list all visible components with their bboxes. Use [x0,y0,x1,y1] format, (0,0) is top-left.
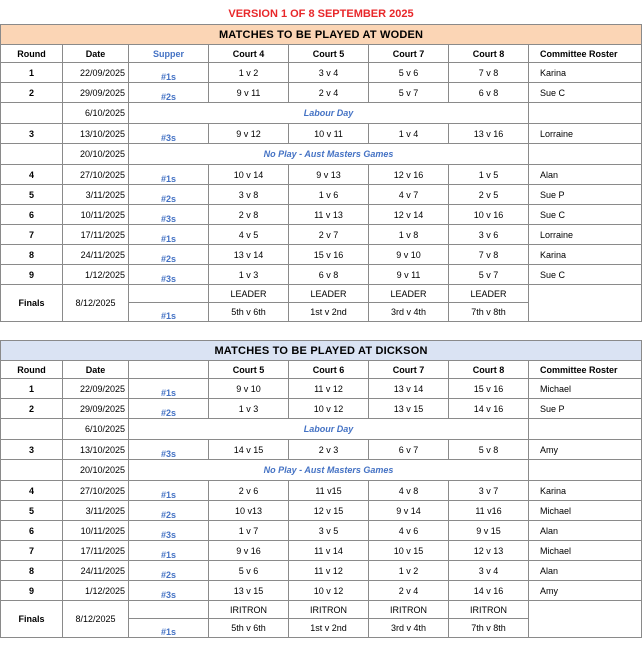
match-cell: 11 v15 [289,481,369,501]
roster-cell: Michael [529,541,642,561]
table-row [1,185,642,205]
round-cell: 4 [1,481,63,501]
table-row [1,481,642,501]
match-cell: 10 v 14 [209,165,289,185]
finals-match-cell: 7th v 8th [449,303,529,322]
match-cell: 11 v 13 [289,205,369,225]
supper-cell: #2s [129,399,209,419]
date-cell: 13/10/2025 [63,124,129,144]
round-cell: 4 [1,165,63,185]
round-cell: 8 [1,245,63,265]
finals-match-cell: 3rd v 4th [369,619,449,638]
date-cell: 24/11/2025 [63,245,129,265]
match-cell: 1 v 5 [449,165,529,185]
supper-cell: #1s [129,63,209,83]
round-cell: 1 [1,63,63,83]
match-cell: 9 v 12 [209,124,289,144]
roster-cell: Sue P [529,399,642,419]
no-play-row [1,103,642,124]
match-cell: 9 v 14 [369,501,449,521]
round-cell: 9 [1,581,63,601]
match-cell: 12 v 16 [369,165,449,185]
column-header: Court 8 [449,361,529,379]
finals-venue-cell: LEADER [289,285,369,303]
date-cell: 22/09/2025 [63,379,129,399]
table-row [1,440,642,460]
finals-match-cell: 1st v 2nd [289,303,369,322]
match-cell: 5 v 6 [209,561,289,581]
match-cell: 1 v 2 [209,63,289,83]
column-header: Court 5 [289,45,369,63]
match-cell: 2 v 8 [209,205,289,225]
match-cell: 10 v 11 [289,124,369,144]
match-cell: 1 v 4 [369,124,449,144]
column-header: Court 6 [289,361,369,379]
round-cell [1,460,63,481]
roster-cell [529,103,642,124]
match-cell: 4 v 6 [369,521,449,541]
table-row [1,225,642,245]
finals-venue-cell: IRITRON [449,601,529,619]
match-cell: 6 v 8 [289,265,369,285]
match-cell: 15 v 16 [449,379,529,399]
column-header: Court 5 [209,361,289,379]
column-header: Round [1,361,63,379]
roster-cell: Amy [529,581,642,601]
finals-match-cell: 5th v 6th [209,619,289,638]
supper-cell: #2s [129,185,209,205]
table-row [1,165,642,185]
table-row [1,399,642,419]
finals-match-cell: 5th v 6th [209,303,289,322]
match-cell: 6 v 8 [449,83,529,103]
match-cell: 9 v 13 [289,165,369,185]
match-cell: 10 v 12 [289,399,369,419]
match-cell: 3 v 4 [449,561,529,581]
match-cell: 9 v 11 [209,83,289,103]
round-cell: 1 [1,379,63,399]
round-cell: 2 [1,399,63,419]
supper-cell [129,601,209,619]
supper-cell: #1s [129,303,209,322]
match-cell: 9 v 10 [209,379,289,399]
match-cell: 2 v 5 [449,185,529,205]
match-cell: 4 v 8 [369,481,449,501]
round-cell: 5 [1,501,63,521]
no-play-note: Labour Day [129,103,529,124]
round-cell [1,144,63,165]
table-row [1,265,642,285]
no-play-row [1,460,642,481]
date-cell: 8/12/2025 [63,601,129,638]
version-banner: VERSION 1 OF 8 SEPTEMBER 2025 [228,8,414,20]
no-play-row [1,144,642,165]
match-cell: 11 v16 [449,501,529,521]
match-cell: 3 v 7 [449,481,529,501]
match-cell: 9 v 11 [369,265,449,285]
match-cell: 11 v 14 [289,541,369,561]
match-cell: 9 v 16 [209,541,289,561]
date-cell: 1/12/2025 [63,581,129,601]
date-cell: 27/10/2025 [63,481,129,501]
roster-cell: Karina [529,481,642,501]
match-cell: 9 v 10 [369,245,449,265]
supper-cell: #1s [129,619,209,638]
date-cell: 1/12/2025 [63,265,129,285]
match-cell: 7 v 8 [449,63,529,83]
column-header: Court 7 [369,45,449,63]
no-play-row [1,419,642,440]
column-header [129,361,209,379]
round-cell: 7 [1,225,63,245]
match-cell: 3 v 6 [449,225,529,245]
supper-cell: #2s [129,245,209,265]
roster-cell: Sue C [529,265,642,285]
round-cell: 3 [1,124,63,144]
match-cell: 2 v 6 [209,481,289,501]
round-cell: 9 [1,265,63,285]
date-cell: 17/11/2025 [63,541,129,561]
match-cell: 12 v 15 [289,501,369,521]
finals-venue-cell: IRITRON [289,601,369,619]
match-cell: 13 v 14 [369,379,449,399]
date-cell: 20/10/2025 [63,144,129,165]
match-cell: 1 v 6 [289,185,369,205]
woden-schedule-table [0,24,642,322]
date-cell: 6/10/2025 [63,103,129,124]
match-cell: 5 v 7 [369,83,449,103]
match-cell: 1 v 2 [369,561,449,581]
match-cell: 10 v13 [209,501,289,521]
dickson-schedule-table [0,340,642,638]
no-play-note: No Play - Aust Masters Games [129,460,529,481]
match-cell: 5 v 6 [369,63,449,83]
roster-cell: Michael [529,379,642,399]
match-cell: 4 v 5 [209,225,289,245]
match-cell: 1 v 3 [209,265,289,285]
date-cell: 27/10/2025 [63,165,129,185]
roster-cell: Alan [529,165,642,185]
roster-cell: Amy [529,440,642,460]
date-cell: 3/11/2025 [63,185,129,205]
match-cell: 14 v 16 [449,581,529,601]
round-cell: 3 [1,440,63,460]
round-cell [1,103,63,124]
supper-cell: #1s [129,541,209,561]
date-cell: 29/09/2025 [63,83,129,103]
match-cell: 9 v 15 [449,521,529,541]
round-cell: 5 [1,185,63,205]
roster-cell: Alan [529,521,642,541]
date-cell: 17/11/2025 [63,225,129,245]
date-cell: 20/10/2025 [63,460,129,481]
round-cell: 8 [1,561,63,581]
roster-cell: Michael [529,501,642,521]
match-cell: 12 v 14 [369,205,449,225]
match-cell: 14 v 15 [209,440,289,460]
table-row [1,379,642,399]
supper-cell: #3s [129,205,209,225]
roster-cell: Karina [529,245,642,265]
match-cell: 10 v 12 [289,581,369,601]
column-header: Committee Roster [529,361,642,379]
match-cell: 5 v 7 [449,265,529,285]
supper-cell: #3s [129,440,209,460]
column-header: Date [63,361,129,379]
finals-label: Finals [1,601,63,638]
match-cell: 13 v 14 [209,245,289,265]
round-cell [1,419,63,440]
match-cell: 3 v 4 [289,63,369,83]
roster-cell: Karina [529,63,642,83]
woden-section-title: MATCHES TO BE PLAYED AT WODEN [1,25,642,45]
table-row [1,245,642,265]
roster-cell: Sue C [529,83,642,103]
table-row [1,561,642,581]
table-row [1,63,642,83]
date-cell: 29/09/2025 [63,399,129,419]
no-play-note: No Play - Aust Masters Games [129,144,529,165]
dickson-section-title: MATCHES TO BE PLAYED AT DICKSON [1,341,642,361]
supper-cell: #1s [129,481,209,501]
finals-venue-cell: LEADER [449,285,529,303]
date-cell: 6/10/2025 [63,419,129,440]
date-cell: 22/09/2025 [63,63,129,83]
round-cell: 6 [1,205,63,225]
table-row [1,124,642,144]
supper-cell: #2s [129,83,209,103]
finals-venue-cell: IRITRON [369,601,449,619]
date-cell: 24/11/2025 [63,561,129,581]
column-header: Date [63,45,129,63]
table-row [1,205,642,225]
match-cell: 11 v 12 [289,561,369,581]
supper-cell: #1s [129,225,209,245]
date-cell: 13/10/2025 [63,440,129,460]
match-cell: 2 v 3 [289,440,369,460]
date-cell: 10/11/2025 [63,205,129,225]
round-cell: 7 [1,541,63,561]
roster-cell [529,601,642,638]
roster-cell: Sue C [529,205,642,225]
date-cell: 3/11/2025 [63,501,129,521]
match-cell: 2 v 7 [289,225,369,245]
match-cell: 1 v 8 [369,225,449,245]
match-cell: 15 v 16 [289,245,369,265]
supper-cell: #3s [129,124,209,144]
finals-match-cell: 3rd v 4th [369,303,449,322]
match-cell: 2 v 4 [289,83,369,103]
match-cell: 4 v 7 [369,185,449,205]
supper-cell [129,285,209,303]
roster-cell: Sue P [529,185,642,205]
roster-cell [529,419,642,440]
supper-cell: #3s [129,581,209,601]
table-row [1,521,642,541]
match-cell: 12 v 13 [449,541,529,561]
finals-venue-cell: LEADER [369,285,449,303]
column-header: Round [1,45,63,63]
supper-cell: #2s [129,501,209,521]
round-cell: 2 [1,83,63,103]
column-header: Court 4 [209,45,289,63]
table-row [1,83,642,103]
column-header: Committee Roster [529,45,642,63]
match-cell: 5 v 8 [449,440,529,460]
roster-cell: Alan [529,561,642,581]
match-cell: 7 v 8 [449,245,529,265]
match-cell: 10 v 16 [449,205,529,225]
finals-match-cell: 7th v 8th [449,619,529,638]
column-header: Supper [129,45,209,63]
roster-cell: Lorraine [529,124,642,144]
finals-row [1,285,642,303]
table-row [1,541,642,561]
match-cell: 3 v 5 [289,521,369,541]
roster-cell: Lorraine [529,225,642,245]
match-cell: 6 v 7 [369,440,449,460]
match-cell: 10 v 15 [369,541,449,561]
no-play-note: Labour Day [129,419,529,440]
supper-cell: #2s [129,561,209,581]
finals-match-cell: 1st v 2nd [289,619,369,638]
match-cell: 13 v 16 [449,124,529,144]
roster-cell [529,460,642,481]
match-cell: 1 v 7 [209,521,289,541]
table-row [1,501,642,521]
finals-row [1,601,642,619]
supper-cell: #3s [129,265,209,285]
match-cell: 2 v 4 [369,581,449,601]
match-cell: 13 v 15 [209,581,289,601]
finals-venue-cell: LEADER [209,285,289,303]
supper-cell: #1s [129,165,209,185]
roster-cell [529,285,642,322]
date-cell: 8/12/2025 [63,285,129,322]
match-cell: 13 v 15 [369,399,449,419]
supper-cell: #1s [129,379,209,399]
column-header: Court 8 [449,45,529,63]
match-cell: 11 v 12 [289,379,369,399]
date-cell: 10/11/2025 [63,521,129,541]
match-cell: 3 v 8 [209,185,289,205]
finals-label: Finals [1,285,63,322]
round-cell: 6 [1,521,63,541]
column-header: Court 7 [369,361,449,379]
finals-venue-cell: IRITRON [209,601,289,619]
match-cell: 14 v 16 [449,399,529,419]
match-cell: 1 v 3 [209,399,289,419]
supper-cell: #3s [129,521,209,541]
roster-cell [529,144,642,165]
table-row [1,581,642,601]
